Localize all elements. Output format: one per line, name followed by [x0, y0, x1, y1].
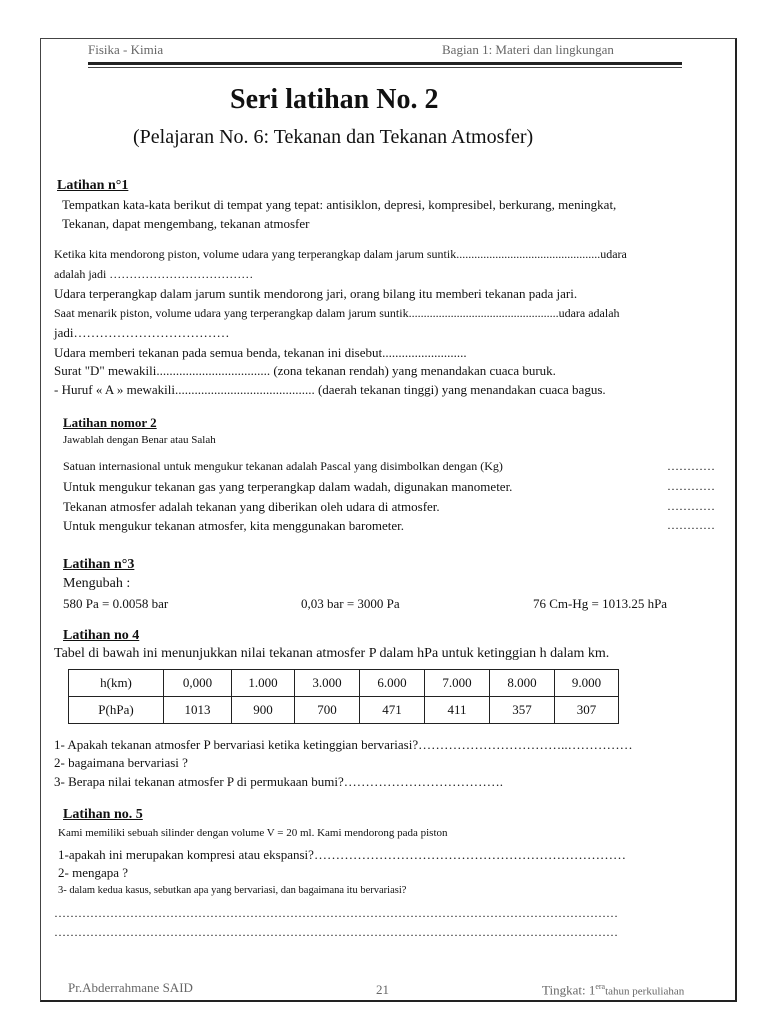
ex1-line: adalah jadi ………………………………	[54, 267, 254, 281]
pressure-table	[68, 669, 619, 724]
ex3-instruction: Mengubah :	[63, 576, 131, 591]
ex1-line: Udara memberi tekanan pada semua benda, tekanan ini disebut..........................	[54, 345, 467, 360]
ex2-item-blank: …………	[667, 499, 715, 513]
ex4-question: 1- Apakah tekanan atmosfer P bervariasi ketika ketinggian bervariasi?……………………………..……………	[54, 737, 633, 752]
ex1-line: jadi………………………………	[54, 325, 230, 340]
table-cell: 900	[232, 697, 295, 724]
footer-page-number: 21	[376, 982, 389, 997]
ex3-heading: Latihan n°3	[63, 557, 135, 572]
ex2-instruction: Jawablah dengan Benar atau Salah	[63, 434, 216, 446]
ex2-item-blank: …………	[667, 459, 715, 473]
table-cell: 307	[555, 697, 619, 724]
header-subject: Fisika - Kimia	[88, 42, 164, 57]
ex5-intro: Kami memiliki sebuah silinder dengan volume V = 20 ml. Kami mendorong pada piston	[58, 827, 448, 839]
ex2-item-blank: …………	[667, 518, 715, 532]
table-row	[69, 697, 619, 724]
ex3-conversion: 76 Cm-Hg = 1013.25 hPa	[533, 596, 668, 611]
ex2-item-text: Untuk mengukur tekanan gas yang terperangkap dalam wadah, digunakan manometer.	[63, 479, 513, 494]
ex5-question-3: 3- dalam kedua kasus, sebutkan apa yang bervariasi, dan bagaimana itu bervariasi?	[58, 885, 407, 896]
ex4-question: 3- Berapa nilai tekanan atmosfer P di permukaan bumi?……………………………….	[54, 774, 504, 789]
ex4-question: 2- bagaimana bervariasi ?	[54, 755, 188, 770]
ex2-item-text: Tekanan atmosfer adalah tekanan yang diberikan oleh udara di atmosfer.	[63, 499, 440, 514]
table-cell: P(hPa)	[69, 697, 164, 724]
ex1-instruction-1: Tempatkan kata-kata berikut di tempat yang tepat: antisiklon, depresi, kompresibel, berkurang, meningkat,	[62, 197, 617, 212]
ex3-conversion: 0,03 bar = 3000 Pa	[301, 596, 400, 611]
ex5-question-2: 2- mengapa ?	[58, 865, 129, 880]
ex2-heading: Latihan nomor 2	[63, 415, 157, 430]
page-subtitle: (Pelajaran No. 6: Tekanan dan Tekanan Atmosfer)	[133, 126, 534, 148]
table-cell: 357	[490, 697, 555, 724]
table-cell: 8.000	[490, 670, 555, 697]
ex2-item-text: Satuan internasional untuk mengukur tekanan adalah Pascal yang disimbolkan dengan (Kg)	[63, 459, 503, 473]
table-cell: 7.000	[425, 670, 490, 697]
ex1-line: Udara terperangkap dalam jarum suntik mendorong jari, orang bilang itu memberi tekanan pada jari.	[54, 286, 578, 301]
table-cell: 1013	[164, 697, 232, 724]
table-cell: 9.000	[555, 670, 619, 697]
table-cell: h(km)	[69, 670, 164, 697]
ex4-heading: Latihan no 4	[63, 628, 140, 643]
ex1-instruction-2: Tekanan, dapat mengembang, tekanan atmosfer	[62, 216, 310, 231]
answer-dots: ……………………………………………………………………………………………………………………………	[54, 925, 618, 939]
table-cell: 700	[295, 697, 360, 724]
answer-dots: ……………………………………………………………………………………………………………………………	[54, 906, 618, 920]
table-cell: 6.000	[360, 670, 425, 697]
table-cell: 0,000	[164, 670, 232, 697]
table-cell: 411	[425, 697, 490, 724]
ex4-intro: Tabel di bawah ini menunjukkan nilai tekanan atmosfer P dalam hPa untuk ketinggian h dalam km.	[54, 646, 610, 661]
footer-author: Pr.Abderrahmane SAID	[68, 980, 193, 995]
header-rule	[88, 62, 682, 65]
ex1-line: - Huruf « A » mewakili........................................... (daerah tekanan tinggi) yang menandakan cuaca bagus.	[54, 382, 606, 397]
ex5-heading: Latihan no. 5	[63, 807, 143, 822]
header-rule-thin	[88, 67, 682, 68]
ex2-item-blank: …………	[667, 479, 715, 493]
ex3-conversion: 580 Pa = 0.0058 bar	[63, 596, 169, 611]
table-cell: 3.000	[295, 670, 360, 697]
ex1-line: Saat menarik piston, volume udara yang terperangkap dalam jarum suntik..................................................udara adalah	[54, 306, 620, 320]
footer-level-sup: era	[595, 982, 606, 991]
footer-level	[542, 982, 684, 998]
page-title: Seri latihan No. 2	[230, 84, 439, 115]
ex5-question-1: 1-apakah ini merupakan kompresi atau ekspansi?………………………………………………………………	[58, 847, 626, 862]
table-row	[69, 670, 619, 697]
header-section: Bagian 1: Materi dan lingkungan	[442, 42, 614, 57]
ex1-line: Surat "D" mewakili................................... (zona tekanan rendah) yang menandakan cuaca buruk.	[54, 363, 556, 378]
table-cell: 1.000	[232, 670, 295, 697]
footer-level-suffix: tahun perkuliahan	[605, 985, 685, 998]
footer-level-prefix: Tingkat: 1	[542, 982, 596, 998]
table-cell: 471	[360, 697, 425, 724]
ex2-item-text: Untuk mengukur tekanan atmosfer, kita menggunakan barometer.	[63, 518, 404, 533]
ex1-heading: Latihan n°1	[57, 178, 129, 193]
ex1-line: Ketika kita mendorong piston, volume udara yang terperangkap dalam jarum suntik................................................udara	[54, 247, 627, 261]
